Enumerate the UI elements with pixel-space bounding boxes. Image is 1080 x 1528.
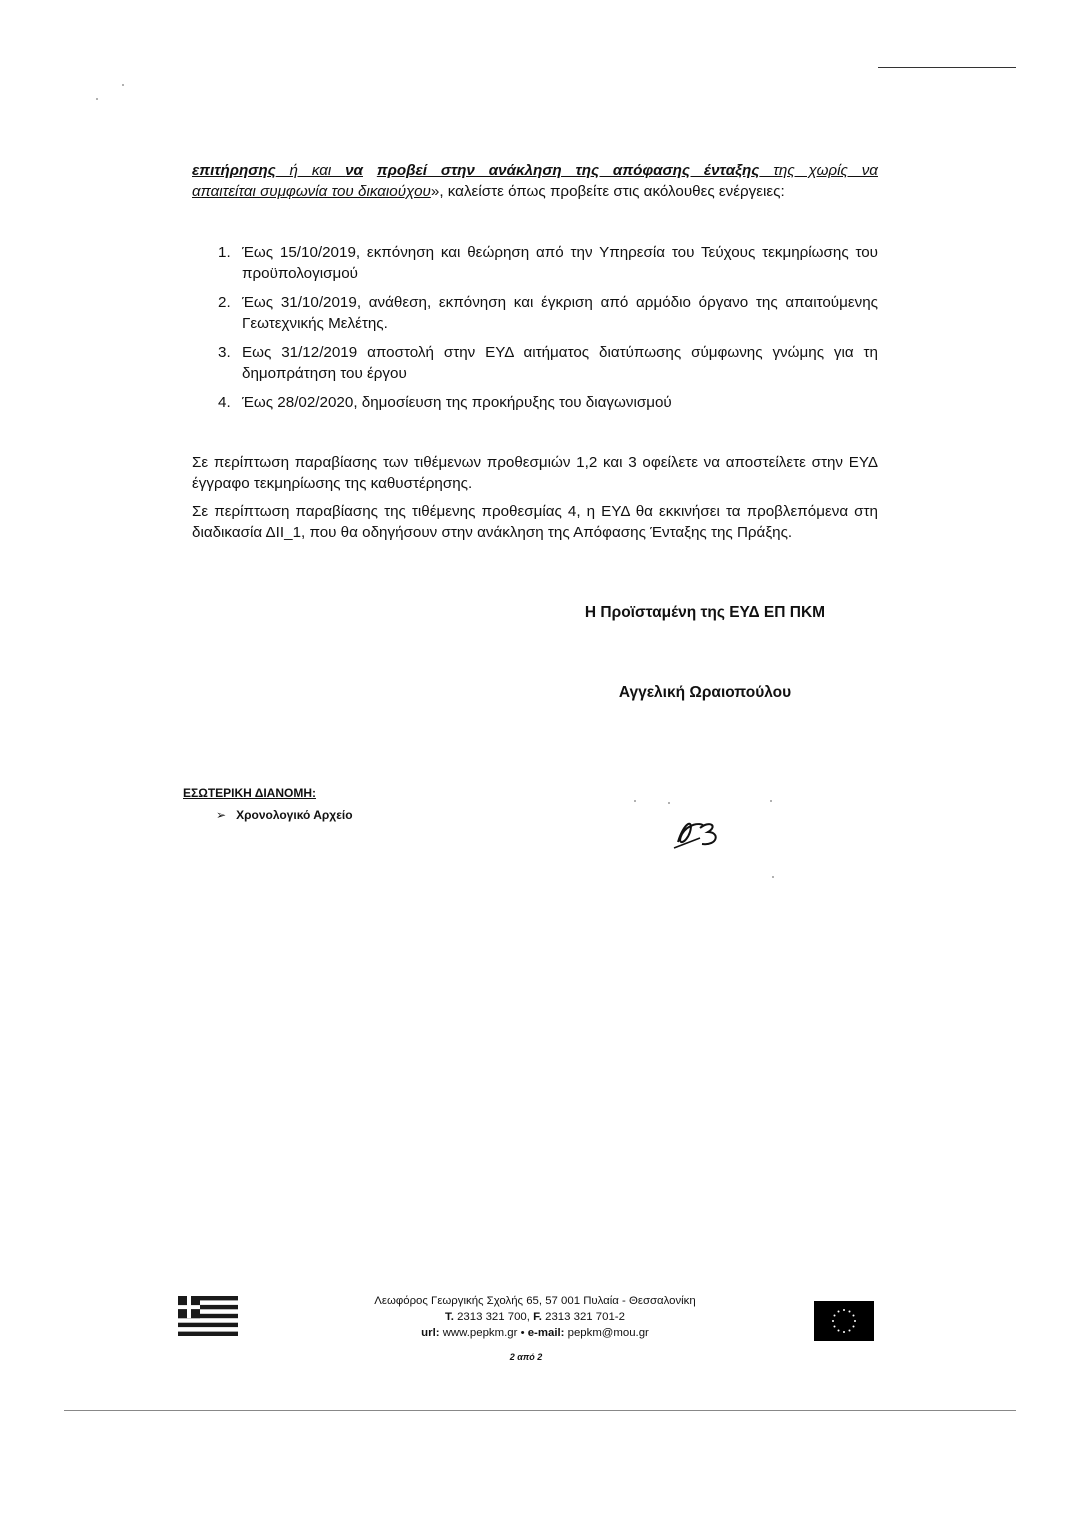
deadlines-list (218, 242, 878, 421)
fax-value: 2313 321 701-2 (541, 1311, 625, 1323)
url-label: url: (421, 1327, 440, 1339)
eu-stars-circle (824, 1305, 864, 1337)
intro-paragraph (192, 160, 878, 202)
email-value[interactable]: pepkm@mou.gr (564, 1327, 649, 1339)
breach-paragraph-1: Σε περίπτωση παραβίασης των τιθέμενων προθεσμιών 1,2 και 3 οφείλετε να αποστείλετε στην ΕΥΔ έγγραφο τεκμηρίωσης της καθυστέρησης. (192, 454, 878, 492)
list-item-text: Έως 28/02/2020, δημοσίευση της προκήρυξης του διαγωνισμού (242, 394, 672, 411)
handwritten-signature-icon (670, 812, 730, 852)
intro-fragment: επιτήρησης (192, 162, 276, 179)
list-item (218, 292, 878, 334)
list-item (218, 242, 878, 284)
intro-fragment: απαιτείται συμφωνία του δικαιούχου (192, 183, 431, 200)
url-value[interactable]: www.pepkm.gr (439, 1327, 521, 1339)
scan-line-bottom (64, 1410, 1016, 1411)
list-item-text: Έως 31/10/2019, ανάθεση, εκπόνηση και έγκριση από αρμόδιο όργανο της απαιτούμενης Γεωτεχνικής Μελέτης. (242, 294, 878, 332)
phone-value: 2313 321 700, (453, 1311, 534, 1323)
list-item (218, 342, 878, 384)
eu-flag-icon (814, 1301, 874, 1341)
phone-label: Τ. (445, 1311, 454, 1323)
footer-address-block (330, 1293, 740, 1341)
distribution-heading: ΕΣΩΤΕΡΙΚΗ ΔΙΑΝΟΜΗ: (183, 786, 317, 800)
intro-fragment: προβεί (376, 162, 428, 179)
scan-speck (668, 802, 670, 804)
scan-speck (122, 84, 124, 86)
intro-fragment: », καλείστε όπως προβείτε στις ακόλουθες ενέργειες: (430, 183, 785, 200)
scan-speck (634, 800, 636, 802)
list-item-text: Έως 15/10/2019, εκπόνηση και θεώρηση από την Υπηρεσία του Τεύχους τεκμηρίωσης του προϋπολογισμού (242, 244, 878, 282)
bullet-icon: • (520, 1327, 525, 1339)
scan-line-top (878, 67, 1016, 68)
distribution-item-label: Χρονολογικό Αρχείο (236, 808, 353, 822)
distribution-item (216, 808, 353, 822)
email-label: e-mail: (524, 1327, 565, 1339)
list-item-number: 2. (218, 294, 231, 311)
page-number: 2 από 2 (509, 1352, 543, 1362)
footer-address: Λεωφόρος Γεωργικής Σχολής 65, 57 001 Πυλαία - Θεσσαλονίκη (374, 1295, 696, 1307)
breach-paragraph-2: Σε περίπτωση παραβίασης της τιθέμενης προθεσμίας 4, η ΕΥΔ θα εκκινήσει τα προβλεπόμενα στη διαδικασία ΔΙΙ_1, που θα οδηγήσουν στην ανάκληση της Απόφασης Ένταξης της Πράξης. (192, 503, 878, 541)
intro-fragment: της χωρίς να (759, 162, 878, 179)
intro-fragment: στην ανάκληση της απόφασης ένταξης (427, 162, 760, 179)
greek-flag-icon (178, 1296, 238, 1336)
footer-phone-line (330, 1309, 740, 1325)
scan-speck (772, 876, 774, 878)
intro-fragment (363, 162, 377, 179)
signatory-title: Η Προϊσταμένη της ΕΥΔ ΕΠ ΠΚΜ (584, 604, 826, 621)
footer-web-line (330, 1325, 740, 1341)
scan-speck (770, 800, 772, 802)
intro-fragment: να (345, 162, 363, 179)
fax-label: F. (533, 1311, 542, 1323)
intro-line-1 (192, 160, 878, 181)
intro-fragment: ή και (275, 162, 346, 179)
list-item (218, 392, 878, 413)
signatory-name: Αγγελική Ωραιοπούλου (618, 684, 792, 701)
intro-line-2 (192, 181, 878, 202)
scan-speck (96, 98, 98, 100)
arrow-bullet-icon: ➢ (216, 808, 227, 822)
list-item-number: 1. (218, 244, 231, 261)
list-item-number: 3. (218, 344, 231, 361)
list-item-text: Εως 31/12/2019 αποστολή στην ΕΥΔ αιτήματος διατύπωσης σύμφωνης γνώμης για τη δημοπράτηση του έργου (242, 344, 878, 382)
star-ring (832, 1309, 856, 1333)
list-item-number: 4. (218, 394, 231, 411)
